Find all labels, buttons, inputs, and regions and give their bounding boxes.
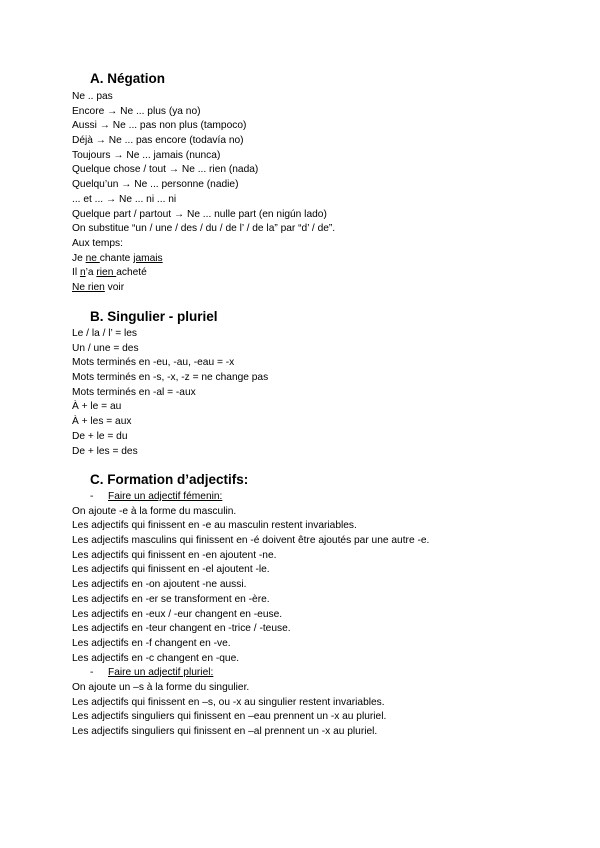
adjective-line: Les adjectifs en -er se transforment en -ère. xyxy=(72,593,270,605)
example-underlined: Ne rien xyxy=(72,281,105,293)
example-underlined: rien xyxy=(96,267,117,279)
section-b-title: B. Singulier - pluriel xyxy=(90,309,218,324)
negation-line: Quelqu’un → Ne ... personne (nadie) xyxy=(72,179,239,191)
plural-line: De + les = des xyxy=(72,445,138,457)
plural-line: À + les = aux xyxy=(72,416,132,428)
negation-line: Aussi → Ne ... pas non plus (tampoco) xyxy=(72,120,247,132)
plural-line: Mots terminés en -eu, -au, -eau = -x xyxy=(72,357,235,369)
section-c-title: C. Formation d’adjectifs: xyxy=(90,472,249,487)
adjective-line: Les adjectifs singuliers qui finissent en –al prennent un -x au pluriel. xyxy=(72,726,378,737)
section-c-body xyxy=(72,490,429,740)
negation-line: Encore → Ne ... plus (ya no) xyxy=(72,105,201,117)
bullet-label: Faire un adjectif pluriel: xyxy=(108,667,214,679)
adjective-line: On ajoute un –s à la forme du singulier. xyxy=(72,681,250,693)
example-line-2 xyxy=(72,266,335,281)
adjective-line: Les adjectifs qui finissent en -e au masculin restent invariables. xyxy=(72,520,357,532)
example-line-3 xyxy=(72,281,335,296)
adjective-line: Les adjectifs qui finissent en -el ajoutent -le. xyxy=(72,564,270,576)
example-underlined: ne xyxy=(85,252,100,264)
bullet-label: Faire un adjectif fémenin: xyxy=(108,491,223,502)
section-a-title: A. Négation xyxy=(90,71,166,86)
adjective-line: Les adjectifs masculins qui finissent en -é doivent être ajoutés par une autre -e. xyxy=(72,535,430,547)
plural-line: À + le = au xyxy=(72,401,122,413)
plural-line: Le / la / l’ = les xyxy=(72,328,138,339)
adjective-line: Les adjectifs en -f changent en -ve. xyxy=(72,637,231,649)
negation-line: On substitue “un / une / des / du / de l’ / de la” par “d’ / de”. xyxy=(72,223,336,235)
adjective-line: Les adjectifs qui finissent en –s, ou -x au singulier restent invariables. xyxy=(72,696,385,708)
negation-line: Déjà → Ne ... pas encore (todavía no) xyxy=(72,135,244,147)
example-text: voir xyxy=(104,281,125,293)
adjective-line: Les adjectifs qui finissent en -en ajoutent -ne. xyxy=(72,549,277,561)
section-b-body xyxy=(72,327,268,459)
negation-line: Ne .. pas xyxy=(72,91,113,102)
adjective-line: Les adjectifs singuliers qui finissent en –eau prennent un -x au pluriel. xyxy=(72,711,387,723)
example-underlined: jamais xyxy=(133,252,163,264)
plural-line: De + le = du xyxy=(72,430,128,442)
adjective-line: Les adjectifs en -eux / -eur changent en -euse. xyxy=(72,608,283,620)
bullet-dash: - xyxy=(90,491,94,502)
example-text: chante xyxy=(99,252,134,264)
negation-line: Quelque part / partout → Ne ... nulle part (en nigún lado) xyxy=(72,208,327,220)
negation-line: Aux temps: xyxy=(72,237,123,249)
bullet-plural xyxy=(72,666,429,681)
negation-line: ... et ... → Ne ... ni ... ni xyxy=(72,193,177,205)
section-a-body xyxy=(72,90,335,296)
example-text: ’a xyxy=(85,267,97,279)
example-text: Il xyxy=(72,267,80,279)
bullet-dash: - xyxy=(90,667,94,679)
example-line-1 xyxy=(72,252,335,267)
negation-line: Quelque chose / tout → Ne ... rien (nada) xyxy=(72,164,259,176)
adjective-line: Les adjectifs en -on ajoutent -ne aussi. xyxy=(72,579,247,591)
example-underlined: n xyxy=(79,267,86,279)
adjective-line: Les adjectifs en -teur changent en -trice / -teuse. xyxy=(72,623,291,635)
negation-line: Toujours → Ne ... jamais (nunca) xyxy=(72,149,221,161)
adjective-line: On ajoute -e à la forme du masculin. xyxy=(72,505,237,517)
plural-line: Un / une = des xyxy=(72,342,139,354)
example-text: Je xyxy=(72,252,86,264)
example-text: acheté xyxy=(116,267,147,279)
bullet-feminine xyxy=(72,490,429,505)
plural-line: Mots terminés en -al = -aux xyxy=(72,386,196,398)
plural-line: Mots terminés en -s, -x, -z = ne change pas xyxy=(72,372,269,384)
adjective-line: Les adjectifs en -c changent en -que. xyxy=(72,652,240,664)
